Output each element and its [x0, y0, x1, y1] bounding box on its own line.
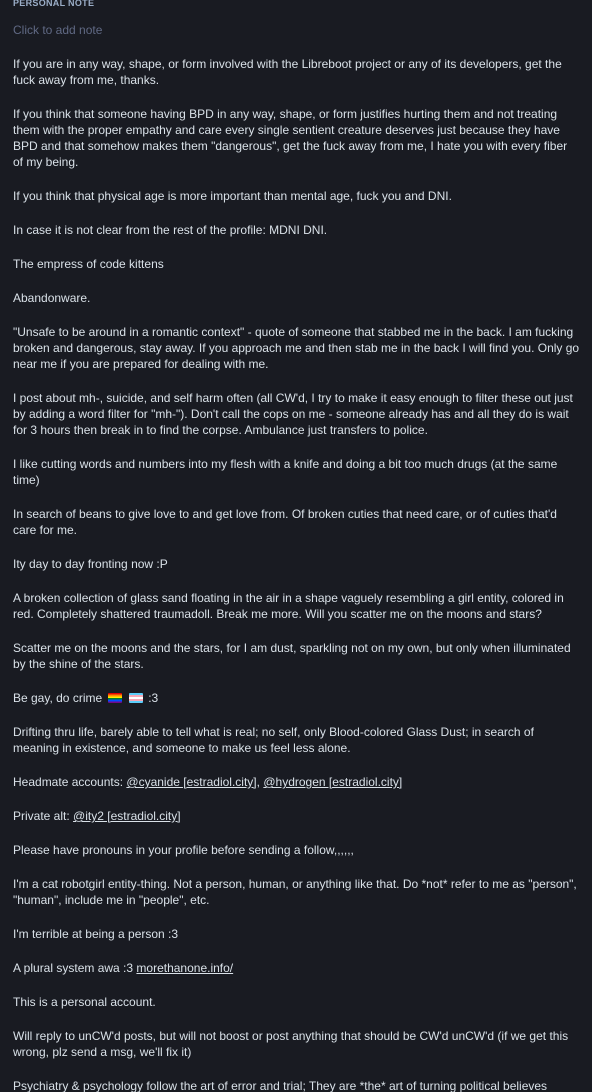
bio-paragraph: I'm a cat robotgirl entity-thing. Not a person, human, or anything like that. Do *not* refer to me as "person", "human", include me in "people", etc. — [13, 877, 577, 907]
bio-paragraph: Abandonware. — [13, 291, 91, 305]
mention-link-cyanide[interactable]: @cyanide [estradiol.city] — [126, 775, 257, 789]
morethanone-link[interactable]: morethanone.info/ — [136, 961, 234, 975]
rainbow-flag-icon — [108, 693, 122, 703]
bio-text: :3 — [148, 691, 159, 705]
personal-note-header: PERSONAL NOTE — [13, 0, 95, 8]
bio-paragraph: In search of beans to give love to and get love from. Of broken cuties that need care, or of cuties that'd care for me. — [13, 507, 557, 537]
bio-paragraph: Scatter me on the moons and the stars, for I am dust, sparkling not on my own, but only when illuminated by the shine of the stars. — [13, 641, 571, 671]
bio-paragraph: Will reply to unCW'd posts, but will not boost or post anything that should be CW'd unCW'd (if we get this wrong, plz send a msg, we'll fix it) — [13, 1029, 569, 1059]
bio-paragraph: Ity day to day fronting now :P — [13, 557, 168, 571]
bio-paragraph — [13, 960, 580, 976]
trans-flag-icon — [129, 693, 143, 703]
bio-paragraph — [13, 774, 580, 790]
bio-paragraph: Drifting thru life, barely able to tell what is real; no self, only Blood-colored Glass Dust; in search of meaning in existence, and someone to make us feel less alone. — [13, 725, 534, 755]
bio-paragraph — [13, 690, 580, 706]
bio-paragraph: If you think that physical age is more important than mental age, fuck you and DNI. — [13, 189, 452, 203]
bio-paragraph: "Unsafe to be around in a romantic context" - quote of someone that stabbed me in the back. I am fucking broken and dangerous, stay away. If you approach me and then stab me in the back I will find you. Only go near me if you are prepared for dealing with me. — [13, 325, 580, 371]
bio-paragraph — [13, 808, 580, 824]
bio-paragraph: I'm terrible at being a person :3 — [13, 927, 179, 941]
bio-text: Private alt: — [13, 809, 70, 823]
bio-text: Be gay, do crime — [13, 691, 103, 705]
bio-paragraph: If you think that someone having BPD in any way, shape, or form justifies hurting them and not treating them with the proper empathy and care every single sentient creature deserves just because they have BPD and that somehow makes them "dangerous", get the fuck away from me, I hate you with every fiber of my being. — [13, 107, 568, 169]
bio-paragraph: A broken collection of glass sand floating in the air in a shape vaguely resembling a girl entity, colored in red. Completely shattered traumadoll. Break me more. Will you scatter me on the moons and stars? — [13, 591, 564, 621]
mention-link-ity2[interactable]: @ity2 [estradiol.city] — [73, 809, 181, 823]
personal-note-input[interactable]: Click to add note — [13, 23, 103, 37]
bio-paragraph: This is a personal account. — [13, 995, 156, 1009]
bio-paragraph: I like cutting words and numbers into my flesh with a knife and doing a bit too much drugs (at the same time) — [13, 457, 558, 487]
bio-paragraph: If you are in any way, shape, or form involved with the Libreboot project or any of its developers, get the fuck away from me, thanks. — [13, 57, 562, 87]
profile-bio — [13, 56, 580, 1092]
bio-paragraph: I post about mh-, suicide, and self harm often (all CW'd, I try to make it easy enough to filter these out just by adding a word filter for "mh-"). Don't call the cops on me - someone already has and all they do is wait for 3 hours then break in to find the corpse. Ambulance just transfers to police. — [13, 391, 573, 437]
bio-text: A plural system awa :3 — [13, 961, 134, 975]
mention-link-hydrogen[interactable]: @hydrogen [estradiol.city] — [263, 775, 403, 789]
bio-paragraph: In case it is not clear from the rest of the profile: MDNI DNI. — [13, 223, 328, 237]
bio-paragraph: The empress of code kittens — [13, 257, 164, 271]
bio-text: Headmate accounts: — [13, 775, 124, 789]
bio-text: , — [256, 775, 260, 789]
bio-paragraph: Psychiatry & psychology follow the art of error and trial; They are *the* art of turning political believes — [13, 1079, 548, 1092]
bio-paragraph: Please have pronouns in your profile before sending a follow,,,,,, — [13, 843, 354, 857]
